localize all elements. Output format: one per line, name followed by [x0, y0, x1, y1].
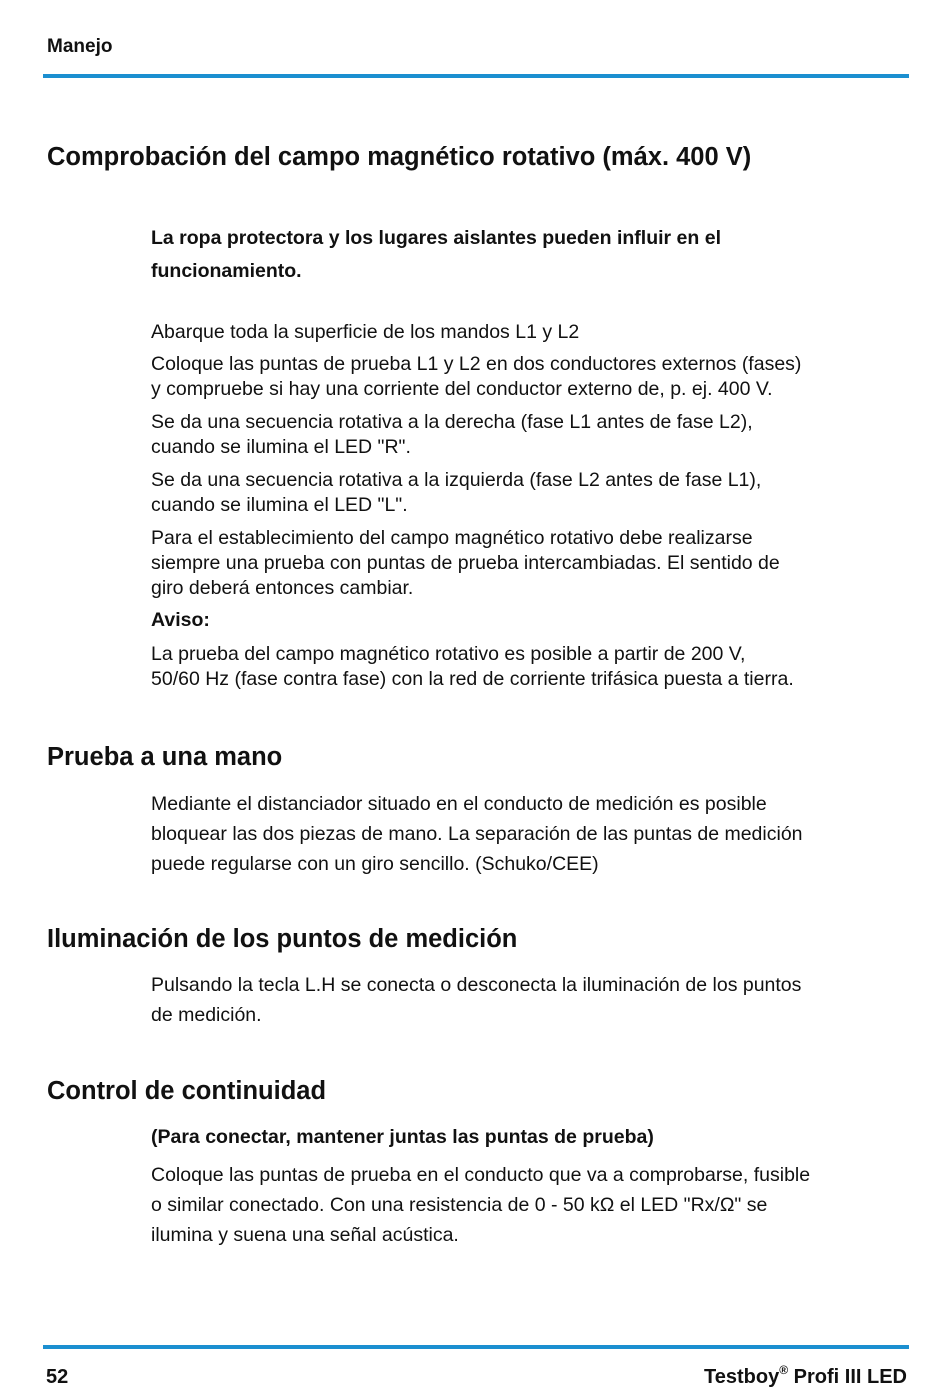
warning-note — [151, 222, 911, 288]
warning-line: funcionamiento. — [151, 260, 302, 282]
paragraph-line: o similar conectado. Con una resistencia de 0 - 50 kΩ el LED "Rx/Ω" se — [151, 1194, 768, 1216]
brand-name: Testboy — [704, 1366, 780, 1388]
paragraph-line: de medición. — [151, 1004, 262, 1026]
paragraph — [151, 970, 911, 1030]
paragraph — [151, 1160, 911, 1250]
paragraph — [151, 352, 911, 402]
paragraph-line: 50/60 Hz (fase contra fase) con la red de corriente trifásica puesta a tierra. — [151, 668, 794, 690]
paragraph-line: Abarque toda la superficie de los mandos L1 y L2 — [151, 321, 580, 343]
model-name: Profi III LED — [788, 1366, 907, 1388]
paragraph-line: bloquear las dos piezas de mano. La separación de las puntas de medición — [151, 823, 803, 845]
paragraph-line: Coloque las puntas de prueba en el conducto que va a comprobarse, fusible — [151, 1164, 811, 1186]
registered-mark: ® — [779, 1363, 789, 1377]
subheading: (Para conectar, mantener juntas las puntas de prueba) — [151, 1126, 654, 1148]
paragraph-line: puede regularse con un giro sencillo. (Schuko/CEE) — [151, 853, 599, 875]
paragraph-line: cuando se ilumina el LED "L". — [151, 494, 408, 516]
running-header: Manejo — [47, 36, 113, 57]
paragraph — [151, 410, 911, 460]
paragraph-line: La prueba del campo magnético rotativo es posible a partir de 200 V, — [151, 643, 746, 665]
paragraph-line: Se da una secuencia rotativa a la izquierda (fase L2 antes de fase L1), — [151, 469, 762, 491]
section-heading-one-hand: Prueba a una mano — [47, 743, 283, 771]
paragraph-line: Coloque las puntas de prueba L1 y L2 en dos conductores externos (fases) — [151, 353, 802, 375]
section-heading-continuity: Control de continuidad — [47, 1077, 327, 1105]
paragraph-line: cuando se ilumina el LED "R". — [151, 436, 411, 458]
paragraph-line: ilumina y suena una señal acústica. — [151, 1224, 459, 1246]
footer-rule — [43, 1345, 909, 1349]
paragraph-line: siempre una prueba con puntas de prueba intercambiadas. El sentido de — [151, 552, 780, 574]
notice-label: Aviso: — [151, 609, 210, 631]
paragraph-line: Pulsando la tecla L.H se conecta o desconecta la iluminación de los puntos — [151, 974, 802, 996]
paragraph-line: Mediante el distanciador situado en el conducto de medición es posible — [151, 793, 767, 815]
paragraph-line: Para el establecimiento del campo magnético rotativo debe realizarse — [151, 527, 753, 549]
page-number: 52 — [46, 1366, 69, 1388]
header-rule — [43, 74, 909, 78]
paragraph — [151, 320, 911, 345]
section-heading-illumination: Iluminación de los puntos de medición — [47, 925, 518, 953]
paragraph-line: giro deberá entonces cambiar. — [151, 577, 414, 599]
paragraph — [151, 468, 911, 518]
section-heading-rotating-field: Comprobación del campo magnético rotativo (máx. 400 V) — [47, 143, 752, 171]
product-name — [704, 1363, 907, 1389]
paragraph — [151, 789, 911, 879]
paragraph-line: Se da una secuencia rotativa a la derecha (fase L1 antes de fase L2), — [151, 411, 753, 433]
notice-text — [151, 642, 911, 692]
paragraph-line: y compruebe si hay una corriente del conductor externo de, p. ej. 400 V. — [151, 378, 773, 400]
paragraph — [151, 526, 911, 601]
warning-line: La ropa protectora y los lugares aislantes pueden influir en el — [151, 227, 721, 249]
